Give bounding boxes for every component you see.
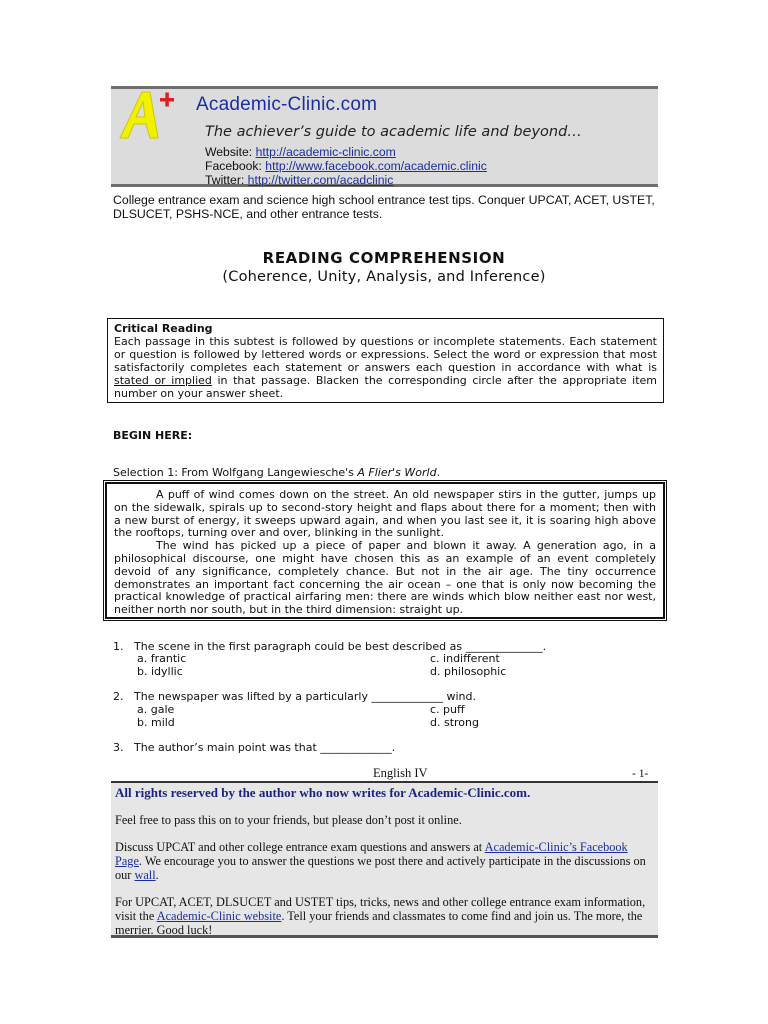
instructions-heading: Critical Reading	[114, 322, 213, 335]
question-1-option-d[interactable]: d. philosophic	[430, 665, 507, 678]
selection-prefix: Selection 1: From Wolfgang Langewiesche's	[113, 466, 358, 479]
instructions-text-a: Each passage in this subtest is followed by questions or incomplete statements. Each statement or question is followed by lettered words or expressions. Select the word or expression that most satisfactorily completes each statement or answers each question in accordance with what is	[114, 335, 657, 374]
twitter-label: Twitter:	[205, 173, 248, 187]
question-number: 2.	[113, 690, 124, 703]
facebook-line	[205, 159, 487, 173]
facebook-page-link[interactable]: Academic-Clinic’s Facebook Page	[115, 840, 628, 868]
tips-text-b: . Tell your friends and classmates to come find and join us. The more, the merrier. Good luck!	[115, 909, 643, 937]
question-number: 1.	[113, 640, 124, 653]
tagline: The achiever’s guide to academic life and beyond…	[205, 124, 582, 140]
page-subtitle: (Coherence, Unity, Analysis, and Inference)	[222, 269, 546, 285]
question-1-option-a[interactable]: a. frantic	[137, 652, 187, 665]
selection-book: A Flier's World	[357, 466, 437, 479]
instructions-text-b: in that passage. Blacken the corresponding circle after the appropriate item number on your answer sheet.	[114, 374, 657, 400]
question-2-option-b[interactable]: b. mild	[137, 716, 175, 729]
website-line	[205, 145, 396, 159]
facebook-label: Facebook:	[205, 159, 266, 173]
facebook-link[interactable]: http://www.facebook.com/academic.clinic	[265, 159, 487, 173]
question-text: The scene in the first paragraph could be best described as ______________.	[134, 640, 547, 653]
footer-notice-box	[111, 781, 658, 938]
tips-paragraph	[115, 895, 654, 937]
wall-link[interactable]: wall	[134, 868, 156, 882]
discuss-text-a: Discuss UPCAT and other college entrance exam questions and answers at	[115, 840, 485, 854]
share-notice: Feel free to pass this on to your friends, but please don’t post it online.	[115, 813, 462, 827]
begin-label: BEGIN HERE:	[113, 429, 193, 442]
question-number: 3.	[113, 741, 124, 754]
question-2	[113, 690, 476, 703]
question-text: The newspaper was lifted by a particularly _____________ wind.	[134, 690, 476, 703]
twitter-link[interactable]: http://twitter.com/acadclinic	[247, 173, 394, 187]
twitter-line	[205, 173, 393, 187]
site-name: Academic-Clinic.com	[196, 94, 378, 115]
question-text: The author’s main point was that _____________.	[134, 741, 396, 754]
discuss-text-c: .	[155, 868, 159, 882]
question-3	[113, 741, 395, 754]
selection-suffix: .	[436, 466, 441, 479]
a-plus-logo-icon	[114, 84, 184, 144]
website-label: Website:	[205, 145, 256, 159]
question-2-option-c[interactable]: c. puff	[430, 703, 465, 716]
passage-box	[103, 480, 667, 621]
question-2-option-d[interactable]: d. strong	[430, 716, 479, 729]
discuss-paragraph	[115, 840, 654, 882]
question-1-option-b[interactable]: b. idyllic	[137, 665, 183, 678]
tips-text-a: For UPCAT, ACET, DLSUCET and USTET tips, tricks, news and other college entrance exam information, visit the	[115, 895, 646, 923]
passage-paragraph-1: A puff of wind comes down on the street. An old newspaper stirs in the gutter, jumps up on the sidewalk, spirals up to second-story height and flaps about there for a moment; then with a new burst of energy, it sweeps upward again, and when you last see it, it is soaring high above the rooftops, turning over and over, blinking in the sunlight.	[114, 488, 656, 540]
intro-text: College entrance exam and science high school entrance test tips. Conquer UPCAT, ACET, USTET, DLSUCET, PSHS-NCE, and other entrance tests.	[113, 193, 655, 221]
page-number: - 1-	[632, 768, 649, 780]
question-2-option-a[interactable]: a. gale	[137, 703, 175, 716]
instructions-text	[114, 335, 657, 400]
website-page-link[interactable]: Academic-Clinic website	[156, 909, 282, 923]
page-title: READING COMPREHENSION	[262, 249, 506, 267]
passage-paragraph-2: The wind has picked up a piece of paper and blown it away. A generation ago, in a philosophical discourse, one might have chosen this as an example of an event completely devoid of any significance, completely chance. But not in the air age. The tiny occurrence demonstrates an important fact concerning the air ocean – one that is only now becoming the practical knowledge of practical airfaring men: there are winds which blow neither east nor west, neither north nor south, but in the third dimension: straight up.	[114, 539, 656, 617]
course-label: English IV	[373, 766, 428, 780]
question-1-option-c[interactable]: c. indifferent	[430, 652, 500, 665]
rights-notice: All rights reserved by the author who now writes for Academic-Clinic.com.	[115, 785, 531, 800]
instructions-box	[107, 318, 664, 403]
discuss-text-b: . We encourage you to answer the questions we post there and actively participate in the discussions on our	[115, 854, 646, 882]
selection-heading	[113, 466, 440, 479]
instructions-underlined: stated or implied	[114, 374, 212, 387]
website-link[interactable]: http://academic-clinic.com	[255, 145, 396, 159]
